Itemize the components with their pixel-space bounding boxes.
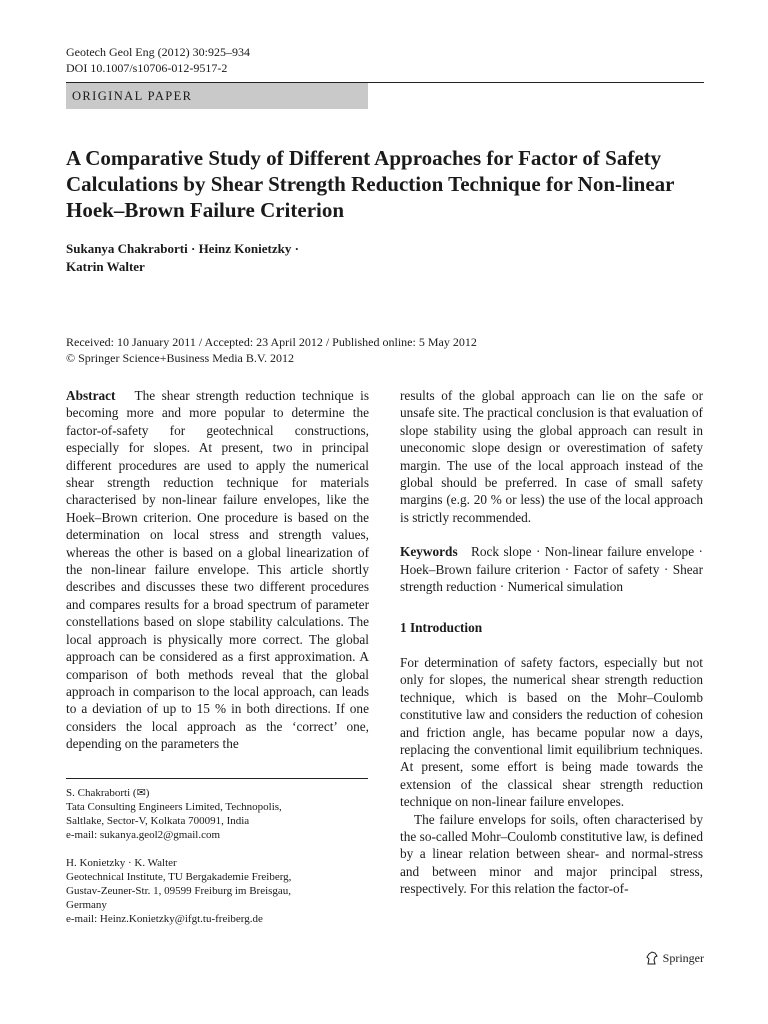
authors-line-2: Katrin Walter	[66, 259, 145, 274]
right-column	[400, 387, 703, 898]
journal-reference: Geotech Geol Eng (2012) 30:925–934	[66, 45, 250, 59]
springer-horse-icon	[645, 951, 659, 965]
left-column	[66, 387, 369, 753]
footnote-line: Saltlake, Sector-V, Kolkata 700091, India	[66, 815, 250, 827]
email-konietzky[interactable]: e-mail: Heinz.Konietzky@ifgt.tu-freiberg.de	[66, 913, 263, 925]
footnote-rule	[66, 778, 368, 779]
introduction-paragraph-1: For determination of safety factors, especially but not only for slopes, the numerical shear strength reduction technique, which is based on the Mohr–Coulomb constitutive law and considers the reduction of cohesion and friction angle, has became popular now a days, replacing the conventional limit equilibrium techniques. At present, some effort is being made towards the extension of the classical shear strength reduction technique on non-linear failure envelopes.	[400, 654, 703, 810]
introduction-paragraph-2: The failure envelops for soils, often characterised by the so-called Mohr–Coulomb constitutive law, is defined by a linear relation between shear- and normal-stress and between minor and major principal stress, respectively. For this relation the factor-of-	[400, 811, 703, 897]
footnote-line: H. Konietzky · K. Walter	[66, 857, 177, 869]
authors-line-1: Sukanya Chakraborti · Heinz Konietzky ·	[66, 241, 299, 256]
publisher-name: Springer	[662, 951, 704, 965]
keywords-text: Rock slope · Non-linear failure envelope · Hoek–Brown failure criterion · Factor of safety · Shear strength reduction · Numerical simulation	[400, 544, 703, 595]
affiliation-chakraborti	[66, 786, 376, 842]
history-dates: Received: 10 January 2011 / Accepted: 23 April 2012 / Published online: 5 May 2012	[66, 335, 477, 349]
keywords-paragraph	[400, 543, 703, 595]
footnote-line: Tata Consulting Engineers Limited, Technopolis,	[66, 801, 282, 813]
footnote-line: Geotechnical Institute, TU Bergakademie Freiberg,	[66, 871, 292, 883]
abstract-label: Abstract	[66, 388, 116, 403]
footnote-line: Germany	[66, 899, 107, 911]
keywords-label: Keywords	[400, 544, 458, 560]
paper-title: A Comparative Study of Different Approaches for Factor of Safety Calculations by Shear Strength Reduction Technique for Non-linear Hoek–Brown Failure Criterion	[66, 146, 675, 222]
abstract-paragraph	[66, 387, 369, 753]
abstract-continuation: results of the global approach can lie on the safe or unsafe site. The practical conclusion is that evaluation of slope stability using the global approach can result in uneconomic slope design or overestimation of safety margin. The use of the local approach instead of the global should be preferred. In case of small safety margins (e.g. 20 % or less) the use of the local approach is strictly recommended.	[400, 388, 703, 525]
introduction-heading: 1 Introduction	[400, 620, 483, 636]
abstract-text-left: The shear strength reduction technique is becoming more and more popular to determine the factor-of-safety for geotechnical constructions, especially for slopes. At present, two in principal different procedures are used to apply the numerical shear strength reduction technique for materials characterised by non-linear failure envelopes, like the Hoek–Brown criterion. One procedure is based on the determination on local stress and strength values, whereas the other is based on a global linearization of the non-linear failure envelope. This article shortly describes and discusses these two different procedures and compares results for a broad spectrum of parameter constellations based on slope stability calculations. The local approach is physically more correct. The global approach can be considered as a first approximation. A comparison of both methods reveal that the global approach in comparison to the local approach, can leads to a deviation of up to 15 % in both directions. If one considers the local approach as the ‘correct’ one, depending on the parameters the	[66, 388, 369, 752]
footnote-line: S. Chakraborti (✉)	[66, 787, 150, 799]
footnote-line: Gustav-Zeuner-Str. 1, 09599 Freiburg im Breisgau,	[66, 885, 292, 897]
affiliation-konietzky-walter	[66, 856, 376, 926]
email-chakraborti[interactable]: e-mail: sukanya.geol2@gmail.com	[66, 829, 221, 841]
publication-history	[66, 334, 477, 366]
journal-citation	[66, 44, 250, 76]
paper-type-banner: ORIGINAL PAPER	[66, 83, 368, 109]
doi[interactable]: DOI 10.1007/s10706-012-9517-2	[66, 61, 228, 75]
publisher-mark	[645, 950, 704, 966]
author-list	[66, 240, 486, 276]
copyright-notice: © Springer Science+Business Media B.V. 2012	[66, 351, 294, 365]
